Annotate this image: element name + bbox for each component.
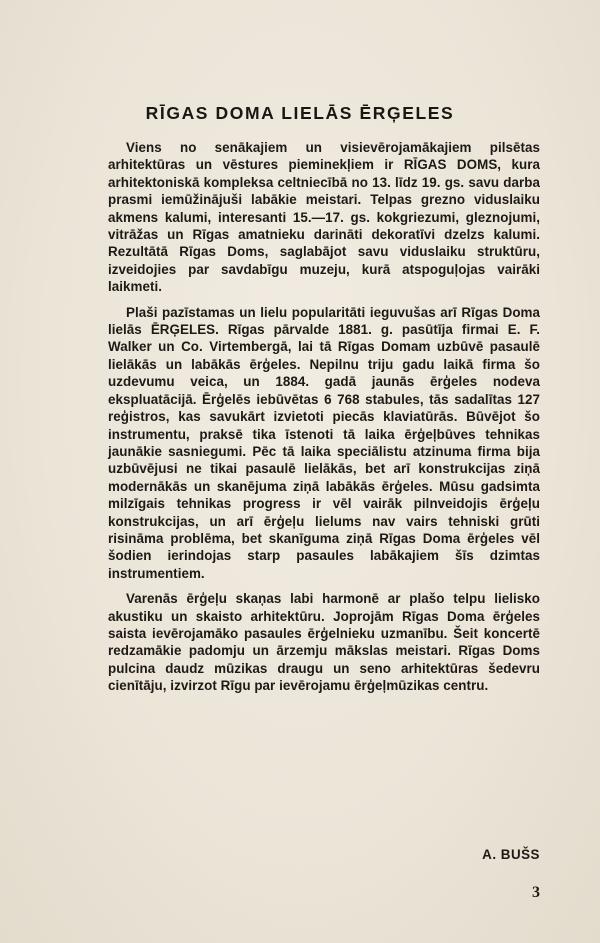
paragraph-1: Viens no senākajiem un visievērojamākajiem pilsētas arhitektūras un vēstures pieminekļiem ir RĪGAS DOMS, kura arhitektoniskā kompleksa celtniecībā no 13. līdz 19. gs. savu darba prasmi iemūžinājuši labākie meistari. Telpas grezno viduslaiku akmens kalumi, interesanti 15.—17. gs. kokgriezumi, gleznojumi, vitrāžas un Rīgas amatnieku darināti dekoratīvi dzelzs kalumi. Rezultātā Rīgas Doms, saglabājot savu viduslaiku struktūru, izveidojies par savdabīgu muzeju, kurā atspoguļojas vairāki laikmeti. <box>108 140 540 295</box>
paragraph-3: Varenās ērģeļu skaņas labi harmonē ar plašo telpu lielisko akustiku un skaisto arhitektūru. Joprojām Rīgas Doma ērģeles saista ievērojamāko pasaules ērģelnieku uzmanību. Šeit koncertē redzamākie padomju un ārzemju mākslas meistari. Rīgas Doms pulcina daudz mūzikas draugu un seno arhitektūras šedevru cienītāju, izvirzot Rīgu par ievērojamu ērģeļmūzikas centru. <box>108 591 540 694</box>
paragraph-2: Plaši pazīstamas un lielu popularitāti ieguvušas arī Rīgas Doma lielās ĒRĢELES. Rīgas pārvalde 1881. g. pasūtīja firmai E. F. Walker un Co. Virtembergā, lai tā Rīgas Domam uzbūvē pasaulē lielākās un labākās ērģeles. Nepilnu triju gadu laikā firma šo uzdevumu veica, un 1884. gadā jaunās ērģeles nodeva ekspluatācijā. Ērģelēs iebūvētas 6 768 stabules, tās sadalītas 127 reģistros, kas savukārt izvietoti piecās klaviatūrās. Būvējot šo instrumentu, praksē tika īstenoti tā laika ērģeļbūves tehnikas jaunākie sasniegumi. Pēc tā laika speciālistu atzinuma firma bija uzbūvējusi ne tikai pasaulē lielākās, bet arī konstrukcijas ziņā modernākās un skanējuma ziņā labākās ērģeles. Mūsu gadsimta milzīgais tehnikas progress ir vēl vairāk pilnveidojis ērģeļu konstrukcijas, un arī ērģeļu lielums nav vairs tehniski grūti risināma problēma, bet skanīguma ziņā Rīgas Doma ērģeles vēl šodien ierindojas starp pasaules labākajiem šīs dzimtas instrumentiem. <box>108 304 540 581</box>
author-signature: A. BUŠS <box>482 847 540 862</box>
article-title: RĪGAS DOMA LIELĀS ĒRĢELES <box>145 103 455 123</box>
article-body <box>108 139 540 703</box>
page-number: 3 <box>532 884 540 901</box>
